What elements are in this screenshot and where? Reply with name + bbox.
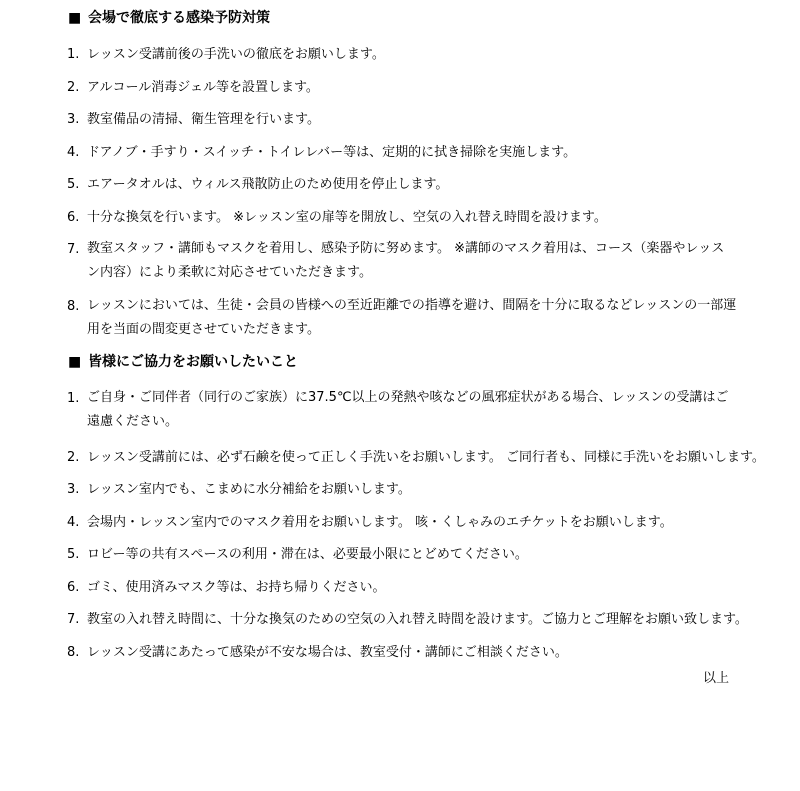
list-item — [67, 205, 737, 230]
list-item-number: 1. — [67, 47, 80, 62]
section-heading-requests — [68, 353, 298, 371]
square-bullet-icon: ■ — [68, 354, 82, 370]
list-item — [67, 510, 737, 535]
list-item — [67, 477, 737, 502]
square-bullet-icon: ■ — [68, 10, 82, 26]
list-item-number: 3. — [67, 482, 80, 497]
list-item-number: 4. — [67, 515, 80, 530]
list-item-text: 教室の入れ替え時間に、十分な換気のための空気の入れ替え時間を設けます。ご協力とご理解をお願い致します。 — [87, 612, 748, 627]
list-item — [67, 294, 737, 342]
list-item — [67, 575, 737, 600]
section-title: 会場で徹底する感染予防対策 — [88, 10, 270, 26]
list-item-text: 会場内・レッスン室内でのマスク着用をお願いします。 咳・くしゃみのエチケットをお願いします。 — [87, 515, 673, 530]
list-item-number: 2. — [67, 450, 80, 465]
list-item-text: ロビー等の共有スペースの利用・滞在は、必要最小限にとどめてください。 — [87, 547, 528, 562]
list-item — [67, 107, 737, 132]
list-item-text: ドアノブ・手すり・スイッチ・トイレレバー等は、定期的に拭き掃除を実施します。 — [87, 145, 577, 160]
list-item — [67, 542, 737, 567]
list-item-text: レッスン室内でも、こまめに水分補給をお願いします。 — [87, 482, 411, 497]
list-item-number: 5. — [67, 547, 80, 562]
list-item-number: 3. — [67, 112, 80, 127]
list-item — [67, 386, 737, 434]
list-item-number: 2. — [67, 80, 80, 95]
list-item — [67, 75, 737, 100]
section-title: 皆様にご協力をお願いしたいこと — [88, 354, 298, 370]
list-item — [67, 640, 737, 665]
list-item-text: ご自身・ご同伴者（同行のご家族）に37.5℃以上の発熱や咳などの風邪症状がある場合、レッスンの受講はご遠慮ください。 — [87, 390, 729, 429]
section-heading-prevention — [68, 9, 270, 27]
list-item-number: 7. — [67, 242, 80, 257]
list-item — [67, 140, 737, 165]
list-item — [67, 607, 748, 632]
list-item — [67, 445, 765, 470]
list-item-text: 教室備品の清掃、衛生管理を行います。 — [87, 112, 320, 127]
list-item-text: エアータオルは、ウィルス飛散防止のため使用を停止します。 — [87, 177, 449, 192]
list-item — [67, 172, 737, 197]
list-item-number: 7. — [67, 612, 80, 627]
list-item-text: 教室スタッフ・講師もマスクを着用し、感染予防に努めます。 ※講師のマスク着用は、コース（楽器やレッスン内容）により柔軟に対応させていただきます。 — [87, 241, 725, 280]
list-item-number: 8. — [67, 299, 80, 314]
list-item-text: レッスン受講にあたって感染が不安な場合は、教室受付・講師にご相談ください。 — [87, 645, 568, 660]
list-item — [67, 42, 737, 67]
list-item-number: 6. — [67, 580, 80, 595]
list-item-number: 6. — [67, 210, 80, 225]
list-item-text: レッスン受講前には、必ず石鹸を使って正しく手洗いをお願いします。 ご同行者も、同様に手洗いをお願いします。 — [87, 450, 765, 465]
list-item-text: 十分な換気を行います。 ※レッスン室の扉等を開放し、空気の入れ替え時間を設けます。 — [87, 210, 607, 225]
list-item-text: アルコール消毒ジェル等を設置します。 — [87, 80, 319, 95]
list-item-text: レッスンにおいては、生徒・会員の皆様への至近距離での指導を避け、間隔を十分に取るなどレッスンの一部運用を当面の間変更させていただきます。 — [87, 298, 737, 337]
closing-remark: 以上 — [703, 671, 730, 686]
list-item-number: 5. — [67, 177, 80, 192]
list-item-text: レッスン受講前後の手洗いの徹底をお願いします。 — [87, 47, 385, 62]
list-item-number: 4. — [67, 145, 80, 160]
list-item — [67, 237, 737, 285]
list-item-number: 1. — [67, 391, 80, 406]
list-item-text: ゴミ、使用済みマスク等は、お持ち帰りください。 — [87, 580, 386, 595]
list-item-number: 8. — [67, 645, 80, 660]
